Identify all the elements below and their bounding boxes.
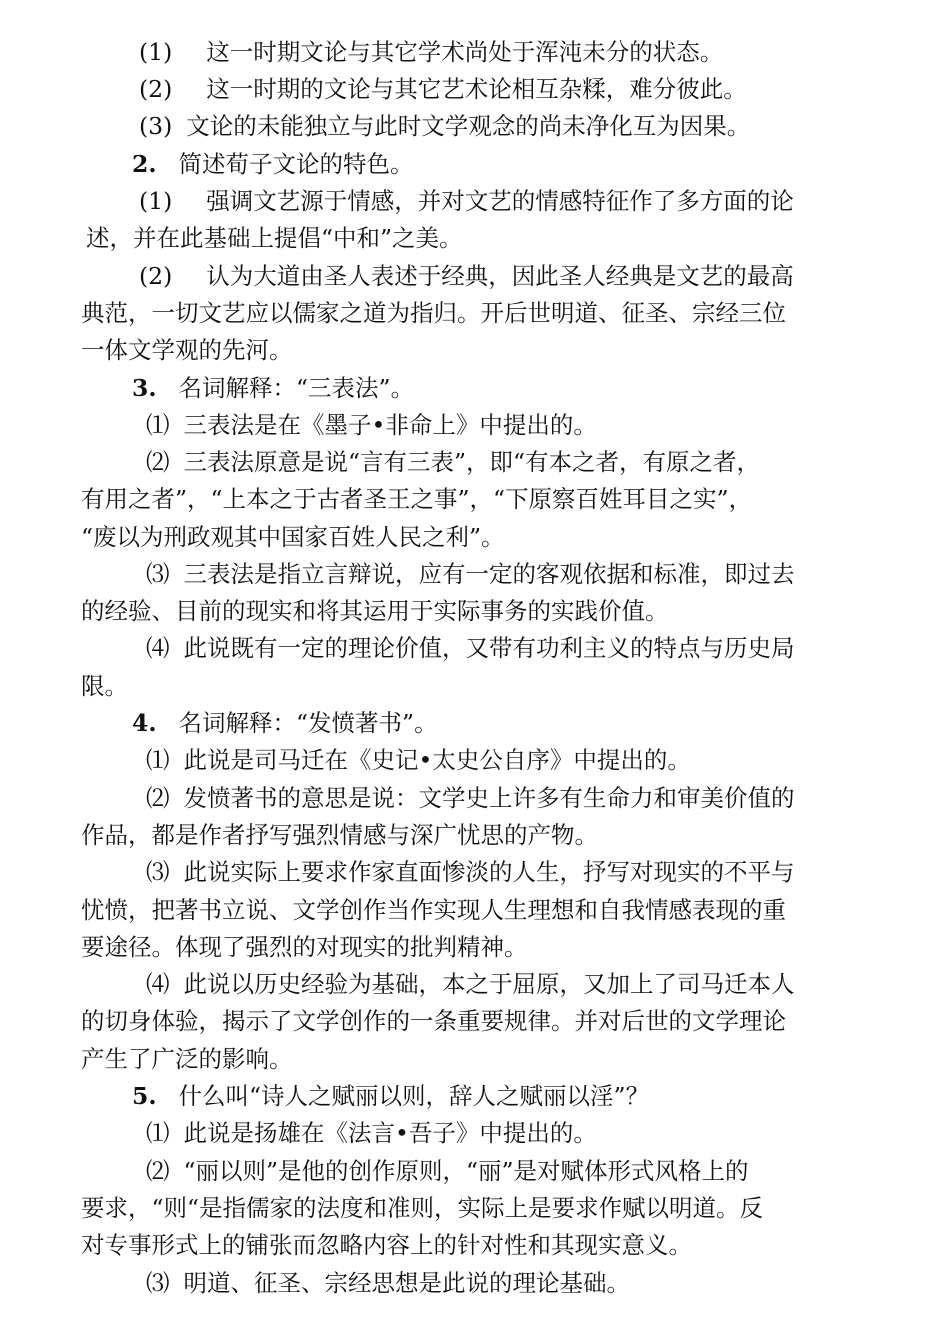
question-heading	[0, 705, 438, 742]
line-text: 简述荀子文论的特色。	[178, 150, 414, 178]
paragraph-line	[0, 71, 747, 108]
paragraph-line	[0, 332, 293, 369]
line-text: 一体文学观的先河。	[81, 336, 293, 364]
line-text: 的切身体验，揭示了文学创作的一条重要规律。并对后世的文学理论	[81, 1007, 786, 1035]
list-marker: ⑴	[146, 1119, 170, 1147]
paragraph-line	[0, 519, 505, 556]
paragraph-line	[0, 593, 669, 630]
line-text: 三表法原意是说“言有三表”，即“有本之者，有原之者，	[183, 448, 761, 476]
line-text: 此说既有一定的理论价值，又带有功利主义的特点与历史局	[183, 634, 795, 662]
line-text: 这一时期文论与其它学术尚处于浑沌未分的状态。	[206, 38, 724, 66]
question-number: 3.	[132, 374, 157, 402]
line-text: 产生了广泛的影响。	[81, 1045, 293, 1073]
paragraph-line	[0, 258, 794, 295]
paragraph-line	[0, 817, 598, 854]
paragraph-line	[0, 295, 786, 332]
line-text: 发愤著书的意思是说：文学史上许多有生命力和审美价值的	[183, 784, 795, 812]
paragraph-line	[0, 183, 794, 220]
line-text: 有用之者”，“上本之于古者圣王之事”，“下原察百姓耳目之实”，	[81, 485, 753, 513]
question-number: 2.	[132, 150, 157, 178]
list-marker: ⑶	[146, 858, 170, 886]
list-marker: (1)	[139, 187, 173, 215]
paragraph-line	[0, 108, 750, 145]
list-marker: ⑵	[146, 448, 170, 476]
line-text: “废以为刑政观其中国家百姓人民之利”。	[81, 523, 505, 551]
paragraph-line	[0, 1115, 597, 1152]
line-text: 强调文艺源于情感，并对文艺的情感特征作了多方面的论	[206, 187, 794, 215]
line-text: 这一时期的文论与其它艺术论相互杂糅，难分彼此。	[206, 75, 747, 103]
line-text: 此说实际上要求作家直面惨淡的人生，抒写对现实的不平与	[183, 858, 795, 886]
line-text: 述，并在此基础上提倡“中和”之美。	[86, 224, 463, 252]
paragraph-line	[0, 742, 691, 779]
line-text: 要求，“则“是指儒家的法度和准则，实际上是要求作赋以明道。反	[81, 1194, 764, 1222]
line-text: 明道、征圣、宗经思想是此说的理论基础。	[183, 1269, 630, 1297]
paragraph-line	[0, 1003, 786, 1040]
list-marker: ⑴	[146, 746, 170, 774]
paragraph-line	[0, 1153, 749, 1190]
paragraph-line	[0, 966, 795, 1003]
question-heading	[0, 146, 414, 183]
paragraph-line	[0, 556, 795, 593]
list-marker: ⑷	[146, 970, 170, 998]
list-marker: (3)	[139, 112, 173, 140]
line-text: 此说以历史经验为基础，本之于屈原，又加上了司马迁本人	[183, 970, 795, 998]
question-number: 5.	[132, 1082, 157, 1110]
list-marker: (2)	[139, 262, 173, 290]
paragraph-line	[0, 1190, 763, 1227]
line-text: 什么叫“诗人之赋丽以则，辞人之赋丽以淫”？	[178, 1082, 650, 1110]
line-text: 名词解释：“发愤著书”。	[178, 709, 438, 737]
line-text: 忧愤，把著书立说、文学创作当作实现人生理想和自我情感表现的重	[81, 896, 786, 924]
paragraph-line	[0, 854, 795, 891]
paragraph-line	[0, 630, 795, 667]
paragraph-line	[0, 1265, 630, 1302]
paragraph-line	[0, 929, 528, 966]
list-marker: ⑶	[146, 1269, 170, 1297]
paragraph-line	[0, 407, 597, 444]
list-marker: ⑶	[146, 560, 170, 588]
list-marker: ⑷	[146, 634, 170, 662]
paragraph-line	[0, 1041, 293, 1078]
question-heading	[0, 1078, 649, 1115]
paragraph-line	[0, 780, 795, 817]
paragraph-line	[0, 34, 723, 71]
paragraph-line	[0, 481, 752, 518]
line-text: 要途径。体现了强烈的对现实的批判精神。	[81, 933, 528, 961]
list-marker: (2)	[139, 75, 173, 103]
question-number: 4.	[132, 709, 157, 737]
line-text: 此说是司马迁在《史记•太史公自序》中提出的。	[183, 746, 691, 774]
line-text: 此说是扬雄在《法言•吾子》中提出的。	[183, 1119, 597, 1147]
paragraph-line	[0, 1227, 692, 1264]
list-marker: ⑵	[146, 1157, 170, 1185]
list-marker: ⑵	[146, 784, 170, 812]
line-text: 认为大道由圣人表述于经典，因此圣人经典是文艺的最高	[206, 262, 794, 290]
line-text: 典范，一切文艺应以儒家之道为指归。开后世明道、征圣、宗经三位	[81, 299, 786, 327]
line-text: 的经验、目前的现实和将其运用于实际事务的实践价值。	[81, 597, 669, 625]
paragraph-line	[0, 444, 760, 481]
paragraph-line	[0, 668, 128, 705]
line-text: 三表法是指立言辩说，应有一定的客观依据和标准，即过去	[183, 560, 795, 588]
list-marker: ⑴	[146, 411, 170, 439]
line-text: 限。	[81, 672, 128, 700]
question-heading	[0, 370, 414, 407]
line-text: 文论的未能独立与此时文学观念的尚未净化互为因果。	[186, 112, 751, 140]
line-text: 对专事形式上的铺张而忽略内容上的针对性和其现实意义。	[81, 1231, 692, 1259]
paragraph-line	[0, 892, 786, 929]
list-marker: (1)	[139, 38, 173, 66]
line-text: 三表法是在《墨子•非命上》中提出的。	[183, 411, 597, 439]
line-text: 作品，都是作者抒写强烈情感与深广忧思的产物。	[81, 821, 598, 849]
line-text: 名词解释：“三表法”。	[178, 374, 415, 402]
paragraph-line	[0, 220, 463, 257]
line-text: “丽以则”是他的创作原则，“丽”是对赋体形式风格上的	[183, 1157, 749, 1185]
